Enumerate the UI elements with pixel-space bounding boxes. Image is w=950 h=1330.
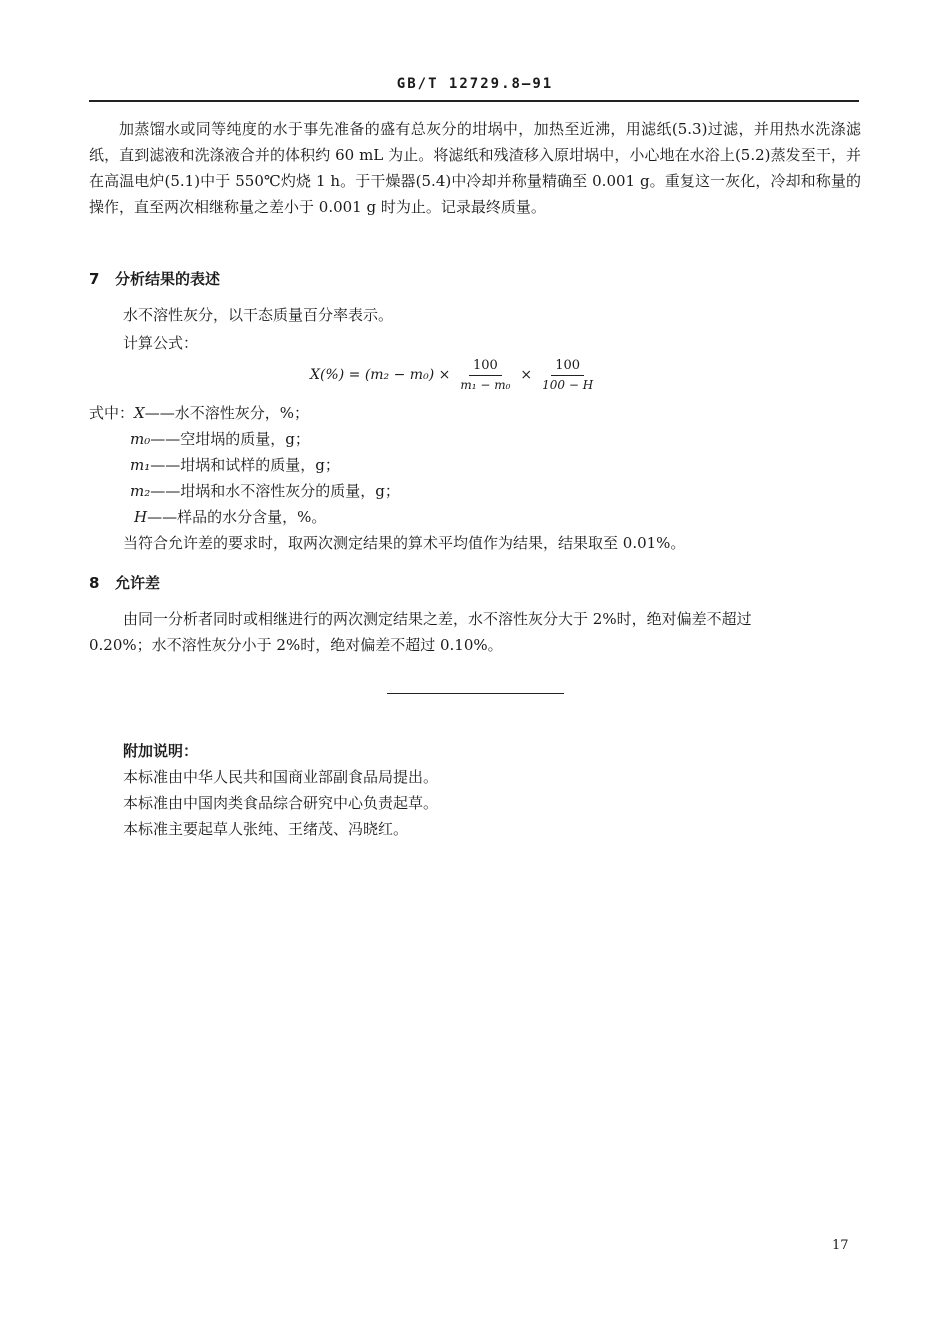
tolerance-text-line-1: 由同一分析者同时或相继进行的两次测定结果之差，水不溶性灰分大于 2%时，绝对偏差不超过 (123, 610, 752, 628)
appendix-title: 附加说明： (123, 742, 199, 760)
fraction-numerator: 100 (551, 358, 584, 376)
times-sign: × (520, 367, 533, 383)
def-desc: ——坩埚和试样的质量，g； (150, 456, 340, 474)
def-desc: ——水不溶性灰分，%； (144, 404, 309, 422)
formula-fraction-1 (456, 358, 514, 392)
def-symbol: X (134, 404, 145, 422)
appendix-line: 本标准由中国肉类食品综合研究中心负责起草。 (123, 794, 439, 812)
formula-lhs: X(%) = (m₂ − m₀) × (310, 367, 451, 383)
def-desc: ——空坩埚的质量，g； (150, 430, 310, 448)
where-label: 式中： (89, 404, 135, 422)
header-rule (89, 100, 859, 102)
section-number: 8 (89, 574, 100, 592)
document-header: GB/T 12729.8—91 (396, 76, 554, 92)
section-8-heading (89, 572, 160, 593)
def-symbol: m₁ (130, 456, 151, 474)
section-title: 分析结果的表述 (115, 270, 221, 288)
definitions-where (89, 402, 309, 423)
appendix-line: 本标准主要起草人张纯、王绪茂、冯晓红。 (123, 820, 409, 838)
tolerance-text-line-2: 0.20%；水不溶性灰分小于 2%时，绝对偏差不超过 0.10%。 (89, 636, 503, 654)
definition-line (130, 454, 340, 475)
procedure-paragraph: 加蒸馏水或同等纯度的水于事先准备的盛有总灰分的坩埚中，加热至近沸，用滤纸(5.3)过滤，并用热水洗涤滤纸，直到滤液和洗涤液合并的体积约 60 mL 为止。将滤纸和残渣移入原坩埚中，小心地在水浴上(5.2)蒸发至干，并在高温电炉(5.1)中于 550℃灼烧 1 h。于干燥器(5.4)中冷却并称量精确至 0.001 g。重复这一灰化，冷却和称量的操作，直至两次相继称量之差小于 0.001 g 时为止。记录最终质量。 (89, 120, 861, 216)
def-desc: ——样品的水分含量，%。 (147, 508, 327, 526)
formula-fraction-2 (538, 358, 597, 392)
calculation-formula (310, 355, 603, 395)
end-separator (387, 693, 564, 694)
definition-line (134, 506, 326, 527)
fraction-denominator: m₁ − m₀ (460, 378, 511, 392)
fraction-denominator: 100 − H (542, 378, 594, 392)
formula-label: 计算公式： (123, 334, 199, 352)
def-symbol: m₂ (130, 482, 151, 500)
def-symbol: H (134, 508, 148, 526)
expression-text: 水不溶性灰分，以干态质量百分率表示。 (123, 306, 394, 324)
section-title: 允许差 (115, 574, 161, 592)
definition-line (130, 428, 310, 449)
page-number: 17 (832, 1238, 849, 1253)
result-note: 当符合允许差的要求时，取两次测定结果的算术平均值作为结果，结果取至 0.01%。 (123, 534, 686, 552)
def-symbol: m₀ (130, 430, 151, 448)
definition-line (130, 480, 400, 501)
appendix-line: 本标准由中华人民共和国商业部副食品局提出。 (123, 768, 439, 786)
section-number: 7 (89, 270, 100, 288)
fraction-numerator: 100 (469, 358, 502, 376)
section-7-heading (89, 268, 220, 289)
def-desc: ——坩埚和水不溶性灰分的质量，g； (150, 482, 400, 500)
